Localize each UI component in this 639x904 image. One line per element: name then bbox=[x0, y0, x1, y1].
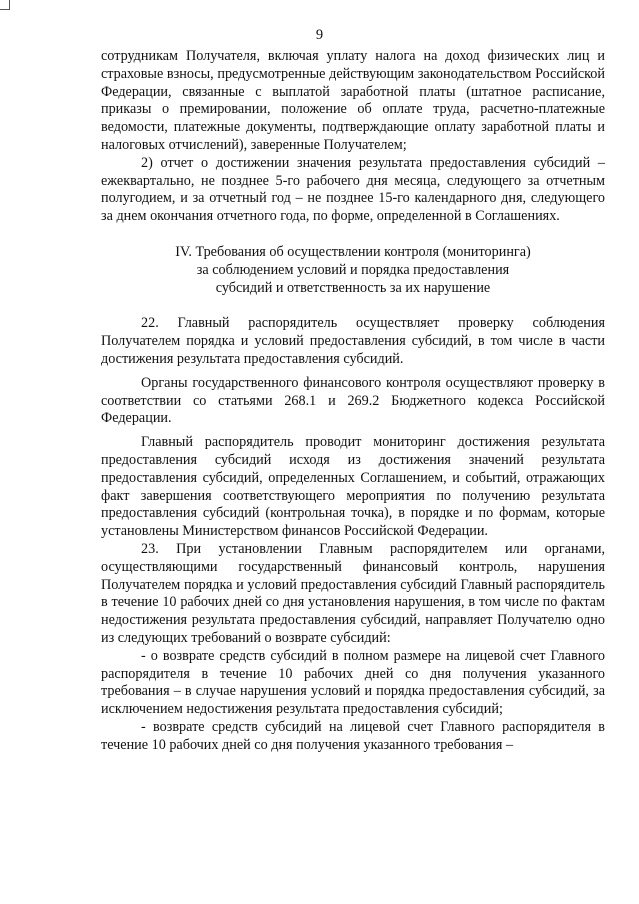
paragraph-refund-full: - о возврате средств субсидий в полном размере на лицевой счет Главного распорядителя в течение 10 рабочих дней со дня получения указанного требования – в случае нарушения условий и порядка предоставления субсидий, за исключением недостижения результата предоставления субсидий; bbox=[101, 647, 605, 718]
paragraph-23: 23. При установлении Главным распорядителем или органами, осуществляющими государственный финансовый контроль, нарушения Получателем порядка и условий предоставления субсидий Главный распорядитель в течение 10 рабочих дней со дня установления нарушения, в том числе по фактам недостижения результата предоставления субсидий, направляет Получателю одно из следующих требований о возврате субсидий: bbox=[101, 540, 605, 646]
paragraph-continuation: сотрудникам Получателя, включая уплату налога на доход физических лиц и страховые взносы, предусмотренные действующим законодательством Российской Федерации, связанные с выплатой заработной платы (штатное расписание, приказы о премировании, положение об оплате труда, расчетно-платежные ведомости, платежные документы, подтверждающие оплату заработной платы и налоговых отчислений), заверенные Получателем; bbox=[101, 48, 605, 153]
paragraph-22: 22. Главный распорядитель осуществляет проверку соблюдения Получателем порядка и условий предоставления субсидий, в том числе в части достижения результата предоставления субсидий. bbox=[101, 315, 605, 367]
section-heading-line-1: IV. Требования об осуществлении контроля (мониторинга) bbox=[175, 243, 531, 260]
section-heading-line-3: субсидий и ответственность за их нарушение bbox=[215, 279, 491, 296]
scan-corner-mark bbox=[0, 0, 10, 10]
paragraph-financial-control: Органы государственного финансового контроля осуществляют проверку в соответствии со статьями 268.1 и 269.2 Бюджетного кодекса Российской Федерации. bbox=[101, 374, 605, 427]
document-body bbox=[101, 48, 605, 754]
paragraph-monitoring: Главный распорядитель проводит мониторинг достижения результата предоставления субсидий исходя из достижения значений результата предоставления субсидий, определенных Соглашением, и событий, отражающих факт завершения соответствующего мероприятия по получению результата предоставления субсидий (контрольная точка), в порядке и по формам, которые установлены Министерством финансов Российской Федерации. bbox=[101, 434, 605, 540]
section-heading-line-2: за соблюдением условий и порядка предоставления bbox=[196, 261, 510, 278]
section-heading bbox=[101, 244, 605, 297]
paragraph-refund-partial: - возврате средств субсидий на лицевой счет Главного распорядителя в течение 10 рабочих дней со дня получения указанного требования – bbox=[101, 718, 605, 753]
page-number: 9 bbox=[315, 27, 324, 43]
paragraph-report-item-2: 2) отчет о достижении значения результата предоставления субсидий – ежеквартально, не позднее 5-го рабочего дня месяца, следующего за отчетным полугодием, и за отчетный год – не позднее 15-го календарного дня, следующего за днем окончания отчетного года, по форме, определенной в Соглашениях. bbox=[101, 154, 605, 225]
